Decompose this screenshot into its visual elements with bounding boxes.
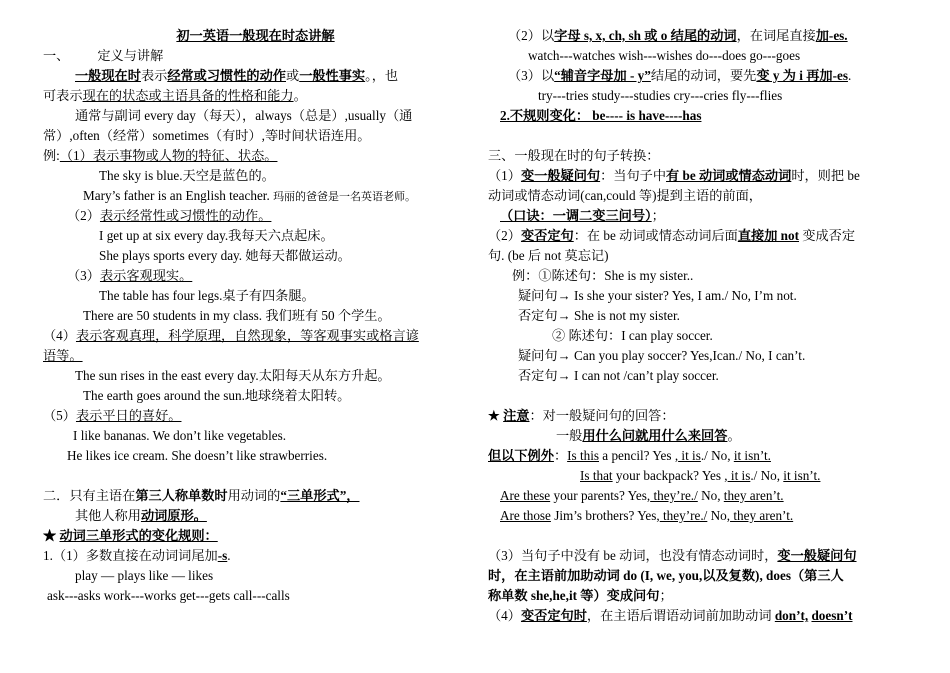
text: they’re./: [659, 508, 708, 523]
text: ：在 be 动词或情态动词后面: [573, 228, 738, 243]
text: （4）: [43, 328, 76, 343]
conversion-4: [488, 606, 908, 626]
example-heading-5: [43, 406, 468, 426]
text: 表示客观现实。: [99, 268, 193, 283]
example-negative: 否定句→ I can not /can’t play soccer.: [518, 368, 719, 383]
example-heading-3: [43, 266, 468, 286]
exception-1: [488, 446, 908, 466]
text: they’re./: [650, 488, 698, 503]
text: ：: [553, 448, 568, 463]
term: 变 y 为 i 再加-es: [756, 68, 848, 83]
term: doesn’t: [811, 608, 853, 623]
example-sentence: The sky is blue.天空是蓝色的。: [99, 168, 275, 183]
term: “辅音字母加 - y”: [554, 68, 651, 83]
conversion-3-end: [488, 586, 908, 606]
text: 结尾的动词，要先: [650, 68, 757, 83]
term: 用什么问就用什么来回答: [582, 428, 728, 443]
star-icon: ★: [488, 408, 500, 423]
text: a pencil? Yes ,: [599, 448, 679, 463]
exception-2: [488, 466, 908, 486]
text: （3）当句子中没有 be 动词，也没有情态动词时，: [488, 548, 778, 563]
note-label: 注意: [503, 408, 530, 423]
text: Are these: [500, 488, 551, 503]
text: it is: [678, 448, 701, 463]
term: 经常或习惯性的动作: [167, 68, 286, 83]
text: （3）以: [508, 68, 555, 83]
term: 有 be 动词或情态动词: [666, 168, 792, 183]
mnemonic: [488, 206, 908, 226]
term: 一般性事实: [299, 68, 366, 83]
note-rule: [488, 426, 908, 446]
star-icon: ★: [43, 528, 57, 543]
example-sentence: I like bananas. We don’t like vegetables.: [73, 428, 287, 443]
term: 变一般疑问句: [520, 168, 601, 183]
text: 表示客观真理，科学原理，自然现象，等客观事实或格言谚: [75, 328, 419, 343]
text: 或: [286, 68, 300, 83]
text: （2）: [488, 228, 521, 243]
conversion-1: [488, 166, 908, 186]
text: it isn’t.: [783, 468, 821, 483]
exception-3: [488, 486, 908, 506]
text: 其他人称用: [75, 508, 141, 523]
text: （2）以: [508, 28, 555, 43]
rule-3: [488, 66, 908, 86]
term: 加-es.: [815, 28, 848, 43]
term: 一般现在时: [75, 68, 141, 83]
rule-example: play — plays like — likes: [75, 568, 214, 583]
example-heading-1: [43, 146, 468, 166]
term: 直接加 not: [737, 228, 800, 243]
mnemonic-text: （口诀：一调二变三问号）: [500, 208, 652, 223]
text: 用动词的: [227, 488, 281, 503]
example-sentence: [43, 186, 468, 206]
rules-title: 动词三单形式的变化规则：: [59, 528, 218, 543]
rule-example: ask---asks work---works get---gets call---calls: [47, 588, 290, 603]
text: ，在词尾直接: [736, 28, 816, 43]
text: 称单数 she,he,it 等）变成问句: [488, 588, 660, 603]
example-heading-4-cont: 语等。: [43, 348, 83, 363]
text: 时，则把 be: [791, 168, 860, 183]
example-sentence: The sun rises in the east every day.太阳每天从东方升起。: [75, 368, 391, 383]
text: Is this: [567, 448, 599, 463]
section-two-line-1: [43, 486, 468, 506]
example-negative: 否定句→ She is not my sister.: [518, 308, 680, 323]
term: 变一般疑问句: [777, 548, 857, 563]
text: （3）: [67, 268, 100, 283]
text: 一般: [556, 428, 583, 443]
example-heading-2: [43, 206, 468, 226]
text: （4）: [488, 608, 521, 623]
rule-example: try---tries study---studies cry---cries fly---flies: [538, 88, 783, 103]
text: 二．只有主语在: [43, 488, 136, 503]
text: ，在主语后谓语动词前加助动词: [586, 608, 775, 623]
text: ：对一般疑问句的回答：: [529, 408, 675, 423]
rule-1: [43, 546, 468, 566]
rule-2: [488, 26, 908, 46]
text: ；: [651, 208, 665, 223]
left-column: [43, 26, 468, 606]
section-three-title: 三、一般现在时的句子转换：: [488, 148, 660, 163]
section-title: 定义与讲解: [97, 48, 164, 63]
text: it is: [727, 468, 751, 483]
section-two-line-2: [43, 506, 468, 526]
text: ：当句子中: [600, 168, 667, 183]
exception-label: 但以下例外: [488, 448, 554, 463]
text: 表示平日的喜好。: [75, 408, 182, 423]
text: it isn’t.: [733, 448, 771, 463]
rule-example: watch---watches wish---wishes do---does go---goes: [528, 48, 801, 63]
term: -s: [217, 548, 228, 563]
example-question: 疑问句→ Is she your sister? Yes, I am./ No, I’m not.: [518, 288, 797, 303]
conversion-3: [488, 546, 908, 566]
term: 变否定句: [520, 228, 574, 243]
text: （5）: [43, 408, 76, 423]
adverb-line-2: 常）,often（经常）sometimes（有时）,等时间状语连用。: [43, 128, 371, 143]
section-one-heading: [43, 46, 468, 66]
text: No,: [697, 488, 724, 503]
right-column: [488, 26, 908, 626]
text: No,: [707, 508, 731, 523]
text: （1）表示事物或人物的特征、状态。: [59, 148, 278, 163]
example-statement: ② 陈述句：I can play soccer.: [552, 328, 713, 343]
term: “三单形式”，: [280, 488, 360, 503]
text: ./ No,: [750, 468, 784, 483]
text: （1）: [488, 168, 521, 183]
text: Are those: [500, 508, 551, 523]
text: 变成否定: [799, 228, 856, 243]
text: 。，也: [365, 68, 399, 83]
text: Is that: [580, 468, 613, 483]
text: 例:: [43, 148, 60, 163]
section-number: 一、: [43, 48, 70, 63]
definition-line-2: [43, 86, 468, 106]
example-sentence: She plays sports every day. 她每天都做运动。: [99, 248, 351, 263]
example-heading-4: [43, 326, 468, 346]
text: Mary’s father is an English teacher.: [83, 188, 270, 203]
text: （2）: [67, 208, 100, 223]
text: 玛丽的爸爸是一名英语老师。: [273, 191, 417, 203]
text: 表示: [140, 68, 168, 83]
conversion-2: [488, 226, 908, 246]
text: your backpack? Yes ,: [612, 468, 728, 483]
text: ；: [659, 588, 673, 603]
example-sentence: He likes ice cream. She doesn’t like strawberries.: [67, 448, 328, 463]
example-sentence: The earth goes around the sun.地球绕着太阳转。: [83, 388, 351, 403]
term: 动词原形。: [140, 508, 207, 523]
example-statement: 例：①陈述句：She is my sister..: [512, 268, 694, 283]
exception-4: [488, 506, 908, 526]
note-heading: [488, 406, 908, 426]
text: 1.（1）多数直接在动词词尾加: [43, 548, 218, 563]
page-title: 初一英语一般现在时态讲解: [176, 28, 335, 43]
rules-heading: [43, 526, 468, 546]
adverb-line-1: 通常与副词 every day（每天），always（总是）,usually（通: [75, 108, 413, 123]
definition-line-1: [43, 66, 468, 86]
text: .: [227, 548, 231, 563]
text: 。: [727, 428, 741, 443]
example-sentence: There are 50 students in my class. 我们班有 50 个学生。: [83, 308, 391, 323]
irregular-rule: 2.不规则变化： be---- is have----has: [500, 108, 702, 123]
text: they aren’t.: [730, 508, 794, 523]
example-sentence: The table has four legs.桌子有四条腿。: [99, 288, 315, 303]
example-sentence: I get up at six every day.我每天六点起床。: [99, 228, 334, 243]
text: your parents? Yes,: [550, 488, 651, 503]
term: 现在的状态或主语具备的性格和能力: [82, 88, 294, 103]
term: 第三人称单数时: [135, 488, 228, 503]
text: they aren’t.: [723, 488, 784, 503]
text: ./ No,: [700, 448, 734, 463]
text: 。: [293, 88, 307, 103]
example-question: 疑问句→ Can you play soccer? Yes,Ican./ No, I can’t.: [518, 348, 806, 363]
text: .: [847, 68, 852, 83]
conversion-2-cont: 句. (be 后 not 莫忘记): [488, 248, 609, 263]
term: 变否定句时: [520, 608, 587, 623]
conversion-3-cont: 时，在主语前加助动词 do (I, we, you,以及复数), does（第三人: [488, 568, 844, 583]
term: don’t,: [774, 608, 809, 623]
term: 字母 s, x, ch, sh 或 o 结尾的动词: [554, 28, 737, 43]
conversion-1-cont: 动词或情态动词(can,could 等)提到主语的前面，: [488, 188, 762, 203]
text: Jim’s brothers? Yes,: [550, 508, 660, 523]
text: 表示经常性或习惯性的动作。: [99, 208, 272, 223]
text: 可表示: [43, 88, 83, 103]
